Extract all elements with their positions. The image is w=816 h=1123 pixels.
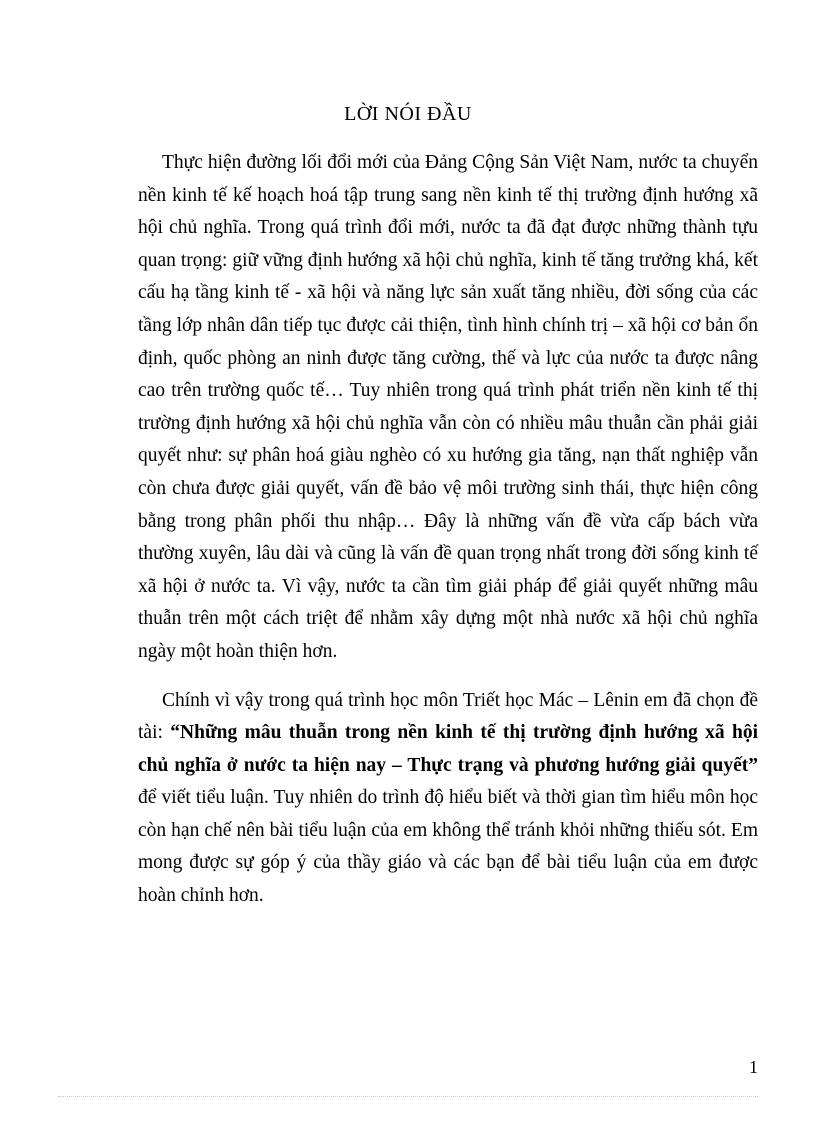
essay-topic: “Những mâu thuẫn trong nền kinh tế thị trường định hướng xã hội chủ nghĩa ở nước ta hiện nay – Thực trạng và phương hướng giải quyết”: [138, 722, 758, 776]
paragraph-2-outro: để viết tiểu luận. Tuy nhiên do trình độ hiểu biết và thời gian tìm hiểu môn học còn hạn chế nên bài tiểu luận của em không thể tránh khỏi những thiếu sót. Em mong được sự góp ý của thầy giáo và các bạn để bài tiểu luận của em được hoàn chỉnh hơn.: [138, 787, 758, 907]
page-title: LỜI NÓI ĐẦU: [344, 103, 472, 125]
paragraph-2-intro: Chính vì vậy trong quá trình học môn Triết học Mác – Lênin em đã chọn đề tài:: [138, 689, 758, 744]
paragraph-2: [138, 685, 758, 913]
body-text: [138, 147, 758, 913]
paragraph-1: Thực hiện đường lối đổi mới của Đảng Cộng Sản Việt Nam, nước ta chuyển nền kinh tế kế hoạch hoá tập trung sang nền kinh tế thị trường định hướng xã hội chủ nghĩa. Trong quá trình đổi mới, nước ta đã đạt được những thành tựu quan trọng: giữ vững định hướng xã hội chủ nghĩa, kinh tế tăng trưởng khá, kết cấu hạ tầng kinh tế - xã hội và năng lực sản xuất tăng nhiều, đời sống của các tầng lớp nhân dân tiếp tục được cải thiện, tình hình chính trị – xã hội cơ bản ổn định, quốc phòng an ninh được tăng cường, thế và lực của nước ta được nâng cao trên trường quốc tế… Tuy nhiên trong quá trình phát triển nền kinh tế thị trường định hướng xã hội chủ nghĩa vẫn còn có nhiều mâu thuẫn cần phải giải quyết như: sự phân hoá giàu nghèo có xu hướng gia tăng, nạn thất nghiệp vẫn còn chưa được giải quyết, vấn đề bảo vệ môi trường sinh thái, thực hiện công bằng trong phân phối thu nhập… Đây là những vấn đề vừa cấp bách vừa thường xuyên, lâu dài và cũng là vấn đề quan trọng nhất trong đời sống kinh tế xã hội ở nước ta. Vì vậy, nước ta cần tìm giải pháp để giải quyết những mâu thuẫn trên một cách triệt để nhằm xây dựng một nhà nước xã hội chủ nghĩa ngày một hoàn thiện hơn.: [138, 152, 758, 662]
page-number: 1: [749, 1057, 758, 1077]
page-bottom-divider: [58, 1096, 758, 1097]
